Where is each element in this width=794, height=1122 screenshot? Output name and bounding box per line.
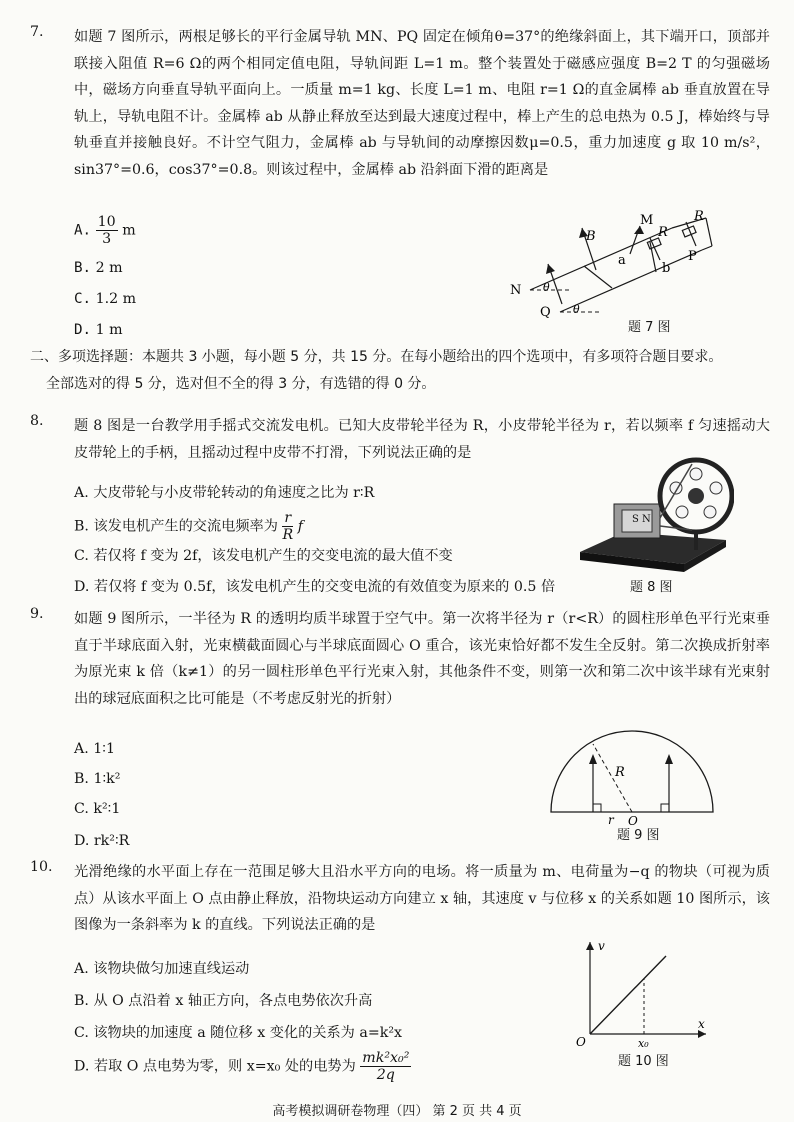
question-10 [30,859,770,939]
question-stem: 题 8 图是一台教学用手摇式交流发电机。已知大皮带轮半径为 R，小皮带轮半径为 r，若以频率 f 匀速摇动大皮带轮上的手柄，且摇动过程中皮带不打滑，下列说法正确的是 [74,418,770,461]
label-M: M [640,213,654,228]
q9-option-a: A. 1∶1 [74,741,116,757]
q7-option-c: C. 1.2 m [74,291,137,307]
fraction: $\frac{10}{3}$ [97,214,116,247]
q8-option-d: D. 若仅将 f 变为 0.5f，该发电机产生的交变电流的有效值变为原来的 0.5 倍 [74,579,556,595]
q7-option-d: D. 1 m [74,322,123,338]
figure-10-caption: 题 10 图 [618,1054,669,1069]
figure-9-hemisphere [543,730,721,826]
label-theta2: θ [573,303,580,316]
q8-option-a: A. 大皮带轮与小皮带轮转动的角速度之比为 r∶R [74,485,375,501]
fraction: $\frac{r}{R}$ [282,510,294,543]
q7-option-a: A. $\frac{10}{3}$ m [74,214,136,247]
question-number: 10. [30,859,53,875]
question-number: 9. [30,606,44,622]
q10-option-b: B. 从 O 点沿着 x 轴正方向，各点电势依次升高 [74,993,373,1009]
q7-option-b: B. 2 m [74,260,123,276]
figure-7-caption: 题 7 图 [628,320,671,335]
q9-option-c: C. k²∶1 [74,801,121,817]
label-b: b [662,261,671,276]
q10-option-a: A. 该物块做匀加速直线运动 [74,961,250,977]
page-footer: 高考模拟调研卷物理（四） 第 2 页 共 4 页 [272,1104,522,1119]
label-O: O [628,814,638,826]
question-number: 8. [30,413,44,429]
question-stem: 光滑绝缘的水平面上存在一范围足够大且沿水平方向的电场。将一质量为 m、电荷量为−q 的物块（可视为质点）从该水平面上 O 点由静止释放，沿物块运动方向建立 x 轴，其速度 v 与位移 x 的关系如题 10 图所示，该图像为一条斜率为 k 的直线。下列说法正确的是 [74,864,770,933]
q10-option-d: D. 若取 O 点电势为零，则 x=x₀ 处的电势为 $\frac{\text{mk²x₀²}}{2q}$ [74,1050,410,1083]
figure-9-caption: 题 9 图 [617,828,660,843]
axis-label-x: x [698,1017,705,1031]
q10-option-c: C. 该物块的加速度 a 随位移 x 变化的关系为 a=k²x [74,1025,403,1041]
axis-label-v: v [598,939,605,953]
label-R1: R [658,225,668,240]
question-9 [30,606,770,712]
figure-8-generator-photo [574,452,734,577]
question-stem: 如题 7 图所示，两根足够长的平行金属导轨 MN、PQ 固定在倾角θ=37°的绝缘斜面上，其下端开口，顶部并联接入阻值 R=6 Ω的两个相同定值电阻，导轨间距 L=1 m。整个装置处于磁感应强度 B=2 T 的匀强磁场中，磁场方向垂直导轨平面向上。一质量 m=1 kg、长度 L=1 m、电阻 r=1 Ω的直金属棒 ab 垂直放置在导轨上，导轨电阻不计。金属棒 ab 从静止释放至达到最大速度过程中，棒上产生的总电热为 0.5 J，棒始终与导轨垂直并接触良好。不计空气阻力，金属棒 ab 与导轨间的动摩擦因数μ=0.5，重力加速度 g 取 10 m/s²，sin37°=0.6，cos37°=0.8。则该过程中，金属棒 ab 沿斜面下滑的距离是 [74,29,770,178]
label-P: P [688,249,697,264]
label-R: R [615,765,625,780]
figure-8-caption: 题 8 图 [630,580,673,595]
label-R2: R [694,209,704,224]
label-B: B [586,229,596,244]
fraction: $\frac{\text{mk²x₀²}}{2q}$ [362,1050,410,1083]
figure-10-vx-graph [574,936,714,1048]
question-number: 7. [30,24,44,40]
svg-text:S N: S N [632,514,651,525]
origin-label: O [576,1035,586,1048]
figure-7-rails-diagram [500,206,730,324]
section-2-header: 二、多项选择题：本题共 3 小题，每小题 5 分，共 15 分。在每小题给出的四个选项中，有多项符合题目要求。 全部选对的得 5 分，选对但不全的得 3 分，有选错的得 0 分。 [30,349,723,392]
label-r: r [608,813,614,826]
label-Q: Q [540,305,551,320]
label-a: a [618,253,626,268]
label-N: N [510,283,522,298]
q9-option-b: B. 1∶k² [74,771,121,787]
q8-option-c: C. 若仅将 f 变为 2f，该发电机产生的交变电流的最大值不变 [74,548,453,564]
x0-label: x₀ [638,1037,649,1048]
q8-option-b: B. 该发电机产生的交流电频率为 $\frac{r}{R}$ f [74,510,303,543]
q9-option-d: D. rk²∶R [74,833,130,849]
label-theta1: θ [543,281,550,294]
question-stem: 如题 9 图所示，一半径为 R 的透明均质半球置于空气中。第一次将半径为 r（r<R）的圆柱形单色平行光束垂直于半球底面入射，光束横截面圆心与半球底面圆心 O 重合，该光束恰好都不发生全反射。第二次换成折射率为原光束 k 倍（k≠1）的另一圆柱形单色平行光束入射，其他条件不变，则第一次和第二次中该半球有光束射出的球冠底面积之比可能是（不考虑反射光的折射） [74,611,770,707]
question-7 [30,24,770,183]
